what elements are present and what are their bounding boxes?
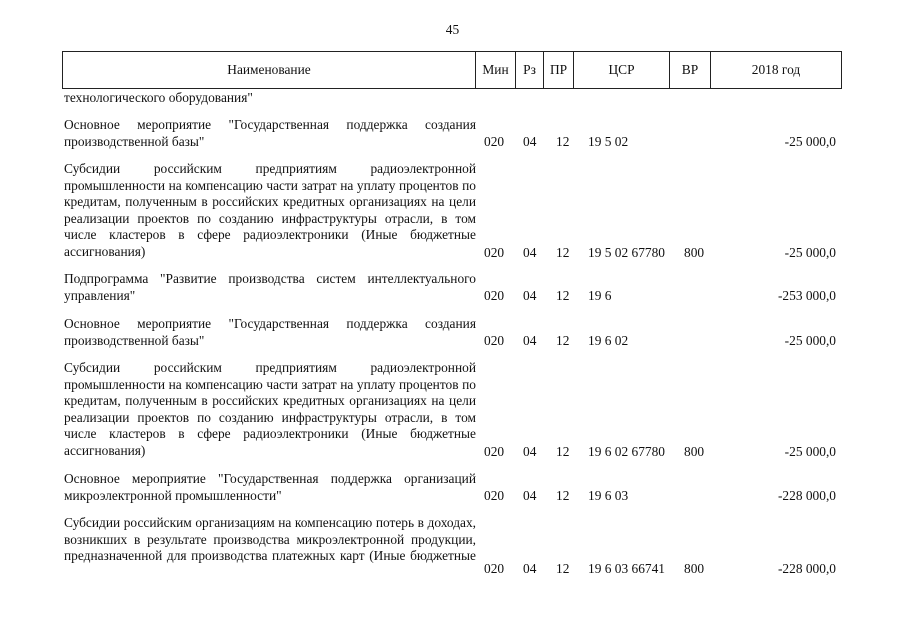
row-amount: -253 000,0 <box>777 288 836 303</box>
row-amount: -228 000,0 <box>777 488 836 503</box>
row-amount: -25 000,0 <box>784 333 836 348</box>
row-name: Основное мероприятие "Государственная поддержка создания производственной базы" <box>64 316 476 348</box>
row-pr: 12 <box>556 444 570 459</box>
row-csr: 19 5 02 67780 <box>588 245 665 260</box>
row-csr: 19 6 03 66741 <box>588 561 665 576</box>
row-rz: 04 <box>523 245 537 260</box>
header-name: Наименование <box>227 62 311 77</box>
row-min: 020 <box>484 288 505 303</box>
header-rz: Рз <box>515 52 543 88</box>
row-pr: 12 <box>556 561 570 576</box>
row-csr: 19 6 03 <box>588 488 629 503</box>
row-csr: 19 5 02 <box>588 134 629 149</box>
row-name: Подпрограмма "Развитие производства систем интеллектуального управления" <box>64 271 476 303</box>
row-amount: -25 000,0 <box>784 245 836 260</box>
header-min: Мин <box>475 52 515 88</box>
row-vr: 800 <box>684 245 705 260</box>
header-vr: ВР <box>669 52 710 88</box>
row-pr: 12 <box>556 134 570 149</box>
row-name: Основное мероприятие "Государственная поддержка организаций микроэлектронной промышленности" <box>64 471 476 503</box>
row-min: 020 <box>484 134 505 149</box>
row-csr: 19 6 02 67780 <box>588 444 665 459</box>
row-name: Субсидии российским организациям на компенсацию потерь в доходах, возникших в результате производства микроэлектронной продукции, предназначенной для производства платежных карт (Иные бюджетные <box>64 515 476 564</box>
row-pr: 12 <box>556 288 570 303</box>
row-csr: 19 6 <box>588 288 612 303</box>
header-year: 2018 год <box>710 52 841 88</box>
header-pr: ПР <box>543 52 573 88</box>
row-csr: 19 6 02 <box>588 333 629 348</box>
table-header <box>62 51 842 89</box>
row-amount: -25 000,0 <box>784 134 836 149</box>
row-name: Основное мероприятие "Государственная поддержка создания производственной базы" <box>64 117 476 149</box>
row-rz: 04 <box>523 288 537 303</box>
row-rz: 04 <box>523 444 537 459</box>
row-pr: 12 <box>556 488 570 503</box>
row-min: 020 <box>484 444 505 459</box>
row-rz: 04 <box>523 561 537 576</box>
row-min: 020 <box>484 333 505 348</box>
row-rz: 04 <box>523 488 537 503</box>
row-name: технологического оборудования" <box>64 90 253 105</box>
row-vr: 800 <box>684 444 705 459</box>
row-min: 020 <box>484 245 505 260</box>
row-vr: 800 <box>684 561 705 576</box>
row-name: Субсидии российским предприятиям радиоэлектронной промышленности на компенсацию части затрат на уплату процентов по кредитам, полученным в российских кредитных организациях на цели реализации проектов по созданию инфраструктуры отрасли, в том числе кластеров в сфере радиоэлектроники (Иные бюджетные ассигнования) <box>64 360 476 458</box>
row-min: 020 <box>484 561 505 576</box>
row-rz: 04 <box>523 333 537 348</box>
row-amount: -228 000,0 <box>777 561 836 576</box>
row-rz: 04 <box>523 134 537 149</box>
row-pr: 12 <box>556 333 570 348</box>
row-amount: -25 000,0 <box>784 444 836 459</box>
header-csr: ЦСР <box>573 52 669 88</box>
row-name: Субсидии российским предприятиям радиоэлектронной промышленности на компенсацию части затрат на уплату процентов по кредитам, полученным в российских кредитных организациях на цели реализации проектов по созданию инфраструктуры отрасли, в том числе кластеров в сфере радиоэлектроники (Иные бюджетные ассигнования) <box>64 161 476 259</box>
row-min: 020 <box>484 488 505 503</box>
page-number: 45 <box>445 22 460 37</box>
row-pr: 12 <box>556 245 570 260</box>
